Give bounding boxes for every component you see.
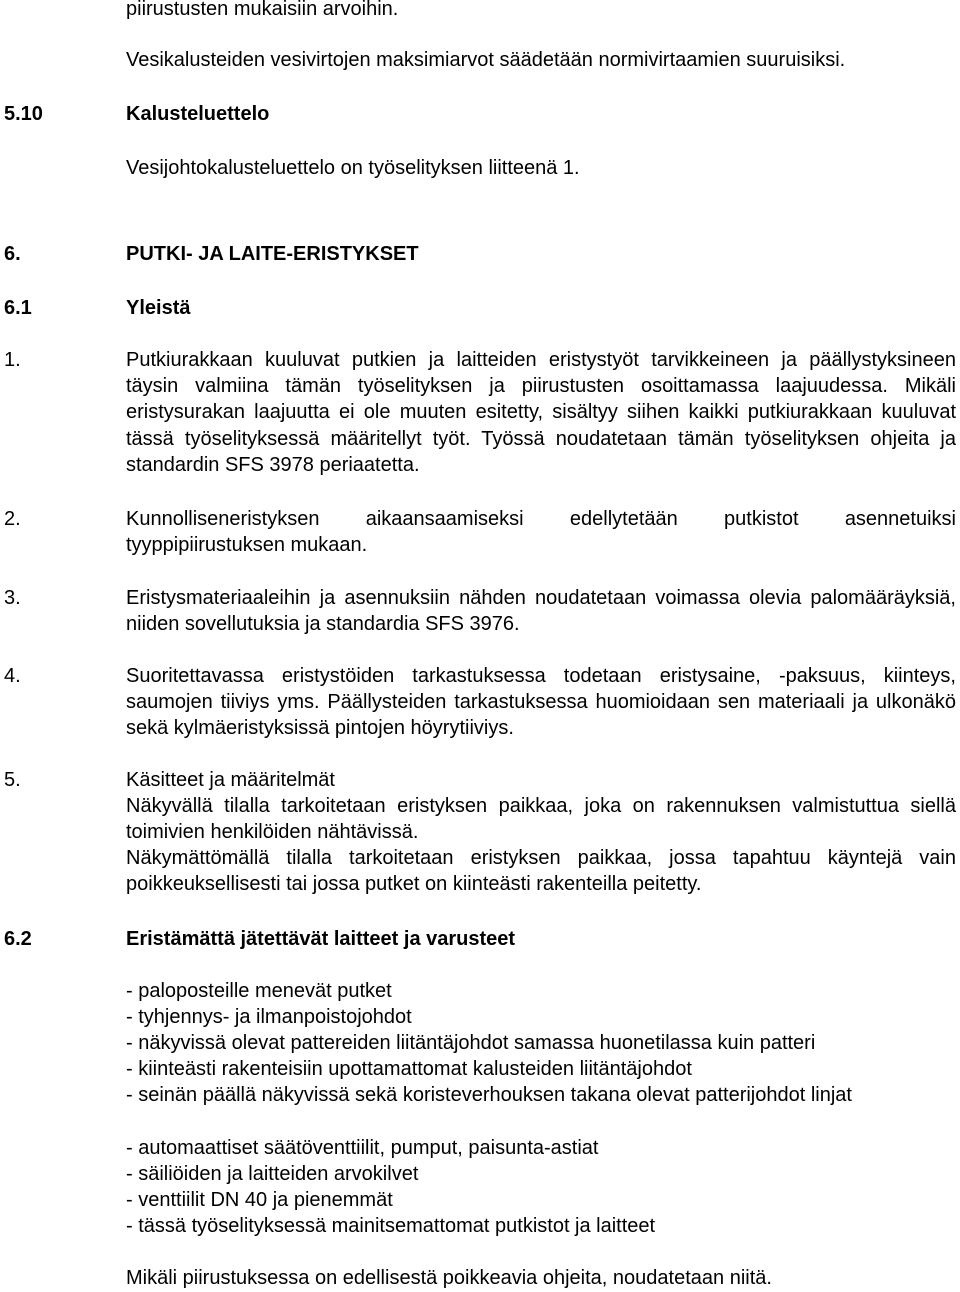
text-line: piirustusten mukaisiin arvoihin. bbox=[126, 0, 399, 20]
section-number: 6.1 bbox=[4, 297, 32, 319]
list-item: - tässä työselityksessä mainitsemattomat putkistot ja laitteet bbox=[126, 1215, 656, 1237]
item-paragraph: Putkiurakkaan kuuluvat putkien ja laitteiden eristystyöt tarvikkeineen ja päällystyksineen täysin valmiina tämän työselityksen ja piirustusten osoittamassa laajuudessa. Mikäli eristysurakan laajuutta ei ole muuten esitetty, sisältyy siihen kaikki putkiurakkaan kuuluvat tässä työselityksessä määritellyt työt. Työssä noudatetaan tämän työselityksen ohjeita ja standardin SFS 3978 periaatetta. bbox=[126, 349, 956, 476]
section-number: 5.10 bbox=[4, 103, 43, 125]
item-paragraph: Eristysmateriaaleihin ja asennuksiin nähden noudatetaan voimassa olevia palomääräyksiä, niiden sovellutuksia ja standardia SFS 3976. bbox=[126, 587, 956, 636]
section-title: Kalusteluettelo bbox=[126, 103, 270, 125]
list-item: - tyhjennys- ja ilmanpoistojohdot bbox=[126, 1006, 412, 1028]
section-title: Eristämättä jätettävät laitteet ja varusteet bbox=[126, 928, 516, 950]
text-line: Vesikalusteiden vesivirtojen maksimiarvot säädetään normivirtaamien suuruisiksi. bbox=[126, 49, 846, 71]
list-item: - paloposteille menevät putket bbox=[126, 980, 392, 1002]
section-number: 6.2 bbox=[4, 928, 32, 950]
list-item: - säiliöiden ja laitteiden arvokilvet bbox=[126, 1163, 419, 1185]
section-title: PUTKI- JA LAITE-ERISTYKSET bbox=[126, 243, 419, 265]
closing-text: Mikäli piirustuksessa on edellisestä poikkeavia ohjeita, noudatetaan niitä. bbox=[126, 1267, 772, 1289]
item-number: 1. bbox=[4, 349, 21, 371]
section-number: 6. bbox=[4, 243, 21, 265]
definition-paragraph: Näkymättömällä tilalla tarkoitetaan eristyksen paikkaa, jossa tapahtuu käyntejä vain poikkeuksellisesti tai jossa putket on kiinteästi rakenteilla peitetty. bbox=[126, 847, 956, 896]
item-number: 3. bbox=[4, 587, 21, 609]
list-item: - venttiilit DN 40 ja pienemmät bbox=[126, 1189, 393, 1211]
item-paragraph: Kunnolliseneristyksen aikaansaamiseksi edellytetään putkistot asennetuiksi tyyppipiirustuksen mukaan. bbox=[126, 508, 956, 557]
item-number: 2. bbox=[4, 508, 21, 530]
list-item: - seinän päällä näkyvissä sekä koristeverhouksen takana olevat patterijohdot linjat bbox=[126, 1084, 852, 1106]
list-item: - automaattiset säätöventtiilit, pumput, paisunta-astiat bbox=[126, 1137, 599, 1159]
text-line: Vesijohtokalusteluettelo on työselityksen liitteenä 1. bbox=[126, 157, 580, 179]
item-title: Käsitteet ja määritelmät bbox=[126, 769, 335, 791]
section-title: Yleistä bbox=[126, 297, 191, 319]
item-paragraph: Suoritettavassa eristystöiden tarkastuksessa todetaan eristysaine, -paksuus, kiinteys, saumojen tiiviys yms. Päällysteiden tarkastuksessa huomioidaan sen materiaali ja ulkonäkö sekä kylmäeristyksissä pintojen höyrytiiviys. bbox=[126, 665, 956, 740]
definition-paragraph: Näkyvällä tilalla tarkoitetaan eristyksen paikkaa, joka on rakennuksen valmistuttua siellä toimivien henkilöiden nähtävissä. bbox=[126, 795, 956, 844]
item-number: 5. bbox=[4, 769, 21, 791]
list-item: - kiinteästi rakenteisiin upottamattomat kalusteiden liitäntäjohdot bbox=[126, 1058, 692, 1080]
list-item: - näkyvissä olevat pattereiden liitäntäjohdot samassa huonetilassa kuin patteri bbox=[126, 1032, 816, 1054]
item-number: 4. bbox=[4, 665, 21, 687]
